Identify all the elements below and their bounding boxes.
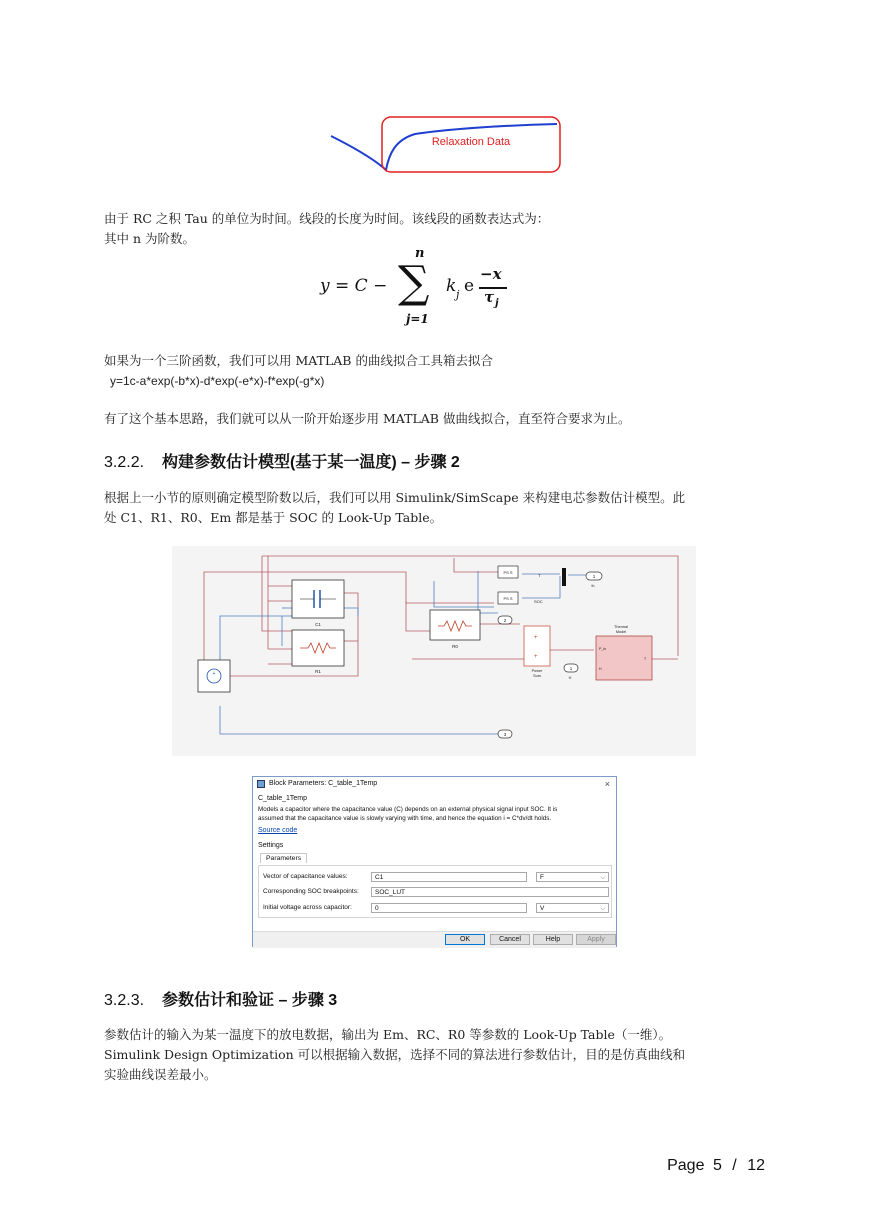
page-footer <box>667 1157 765 1175</box>
outport-1-number: 1 <box>592 574 596 579</box>
formula-lhs: y = C − <box>320 276 388 296</box>
formula-tau-sub: j <box>495 298 499 309</box>
page-total: 12 <box>747 1157 765 1174</box>
power-sum-label-1: Power <box>531 669 543 673</box>
voltage-unit-value: V <box>540 905 545 912</box>
relaxation-label: Relaxation Data <box>431 136 511 148</box>
tab-parameters[interactable]: Parameters <box>260 853 307 863</box>
section-title-322: 构建参数估计模型(基于某一温度) – 步骤 2 <box>162 454 460 471</box>
power-sum-block[interactable] <box>524 626 550 666</box>
paragraph-estimation-line2: Simulink Design Optimization 可以根据输入数据，选择不同的算法进行参数估计，目的是仿真曲线和 <box>104 1047 686 1062</box>
soc-breakpoints-input[interactable]: SOC_LUT <box>371 887 609 897</box>
close-icon[interactable]: × <box>604 779 610 789</box>
thermal-pin-label: P_in <box>599 647 607 651</box>
block-description-line2: assumed that the capacitance value is slowly varying with time, and hence the equation i = C*dv/dt holds. <box>258 814 552 822</box>
parameters-panel <box>258 865 612 918</box>
power-sum-label-2: Sum <box>533 674 541 678</box>
source-code-link[interactable]: Source code <box>258 827 298 834</box>
dialog-titlebar <box>253 777 616 791</box>
block-description-line1: Models a capacitor where the capacitance value (C) depends on an external physical signal input SOC. It is <box>258 806 558 813</box>
r0-label: R0 <box>452 644 458 649</box>
c1-block[interactable] <box>292 580 344 618</box>
c1-label: C1 <box>315 622 321 627</box>
svg-text:+: + <box>534 635 538 641</box>
formula-tau: τ <box>484 288 495 306</box>
inport-h-number: 1 <box>569 666 573 671</box>
block-description <box>258 806 613 823</box>
formula-upper: n <box>415 246 425 261</box>
chevron-down-icon: ⌵ <box>600 875 605 881</box>
formula-sigma: ∑ <box>398 257 430 308</box>
simulink-diagram <box>172 546 696 756</box>
initial-voltage-input[interactable]: 0 <box>371 903 527 913</box>
port-3-number: 3 <box>503 732 507 737</box>
formula <box>318 246 538 330</box>
paragraph-third-order-line1: 如果为一个三阶函数，我们可以用 MATLAB 的曲线拟合工具箱去拟合 <box>104 353 493 368</box>
thermal-label-2: Model <box>615 630 627 634</box>
capacitance-unit-value: F <box>540 874 544 881</box>
formula-k: k <box>446 276 457 296</box>
apply-button[interactable]: Apply <box>576 934 616 945</box>
cancel-button[interactable]: Cancel <box>490 934 530 945</box>
ok-button[interactable]: OK <box>445 934 485 945</box>
capacitance-unit-select[interactable] <box>536 872 609 882</box>
help-button[interactable]: Help <box>533 934 573 945</box>
port-2-number: 2 <box>503 618 507 623</box>
r1-block[interactable] <box>292 630 344 666</box>
formula-k-sub: j <box>456 288 460 301</box>
formula-e: e <box>464 276 475 296</box>
svg-text:+: + <box>212 671 216 677</box>
chevron-down-icon: ⌵ <box>600 906 605 912</box>
paragraph-tau <box>104 209 549 249</box>
voltage-unit-select[interactable] <box>536 903 609 913</box>
mux-block[interactable] <box>562 568 566 586</box>
paragraph-estimation <box>104 1025 685 1085</box>
param-label-initial-voltage: Initial voltage across capacitor: <box>263 904 352 911</box>
paragraph-estimation-line1: 参数估计的输入为某一温度下的放电数据，输出为 Em、RC、R0 等参数的 Look-Up Table（一维）。 <box>104 1027 672 1042</box>
settings-label: Settings <box>258 842 284 849</box>
r1-label: R1 <box>315 669 321 674</box>
paragraph-model-build-line2: 处 C1、R1、R0、Em 都是基于 SOC 的 Look-Up Table。 <box>104 510 443 525</box>
thermal-t-label: T <box>644 657 647 661</box>
page-number: 5 <box>712 1157 722 1174</box>
section-number-323: 3.2.3. <box>104 992 145 1009</box>
thermal-label-1: Thermal <box>614 625 628 629</box>
dialog-title: Block Parameters: C_table_1Temp <box>269 780 378 787</box>
fit-expression: y=1c-a*exp(-b*x)-d*exp(-e*x)-f*exp(-g*x) <box>110 374 325 388</box>
thermal-h-label: H <box>599 667 602 671</box>
t-signal-label: T <box>538 573 541 578</box>
section-number-322: 3.2.2. <box>104 454 145 471</box>
section-heading-323 <box>104 987 337 1010</box>
page-label: Page <box>667 1157 705 1174</box>
r0-block[interactable] <box>430 610 480 640</box>
paragraph-basic-idea: 有了这个基本思路，我们就可以从一阶开始逐步用 MATLAB 做曲线拟合，直至符合要求为止。 <box>104 411 631 426</box>
outport-1-name: th <box>591 584 595 588</box>
param-label-capacitance: Vector of capacitance values: <box>263 873 348 880</box>
block-name: C_table_1Temp <box>258 795 308 802</box>
paragraph-tau-line2: 其中 n 为阶数。 <box>104 231 195 246</box>
svg-text:+: + <box>534 654 538 660</box>
paragraph-model-build <box>104 488 685 528</box>
dialog-app-icon <box>257 780 265 788</box>
ps-converter-2-label: PS S <box>503 596 513 601</box>
section-title-323: 参数估计和验证 – 步骤 3 <box>162 992 338 1009</box>
section-heading-322 <box>104 449 460 472</box>
formula-lower: j=1 <box>406 312 429 326</box>
paragraph-tau-line1: 由于 RC 之积 Tau 的单位为时间。线段的长度为时间。该线段的函数表达式为： <box>104 211 550 226</box>
inport-h-name: H <box>568 676 572 680</box>
page-separator: / <box>732 1157 737 1174</box>
param-label-soc-breakpoints: Corresponding SOC breakpoints: <box>263 888 359 895</box>
capacitance-values-input[interactable]: C1 <box>371 872 527 882</box>
block-parameters-dialog <box>252 776 617 947</box>
ps-converter-1-label: PS S <box>503 570 513 575</box>
paragraph-model-build-line1: 根据上一小节的原则确定模型阶数以后，我们可以用 Simulink/SimScape 来构建电芯参数估计模型。此 <box>104 490 686 505</box>
soc-signal-label: SOC <box>534 599 543 604</box>
paragraph-estimation-line3: 实验曲线误差最小。 <box>104 1067 217 1082</box>
paragraph-third-order <box>104 351 493 371</box>
relaxation-figure <box>325 112 567 176</box>
formula-numerator: −x <box>480 265 502 283</box>
